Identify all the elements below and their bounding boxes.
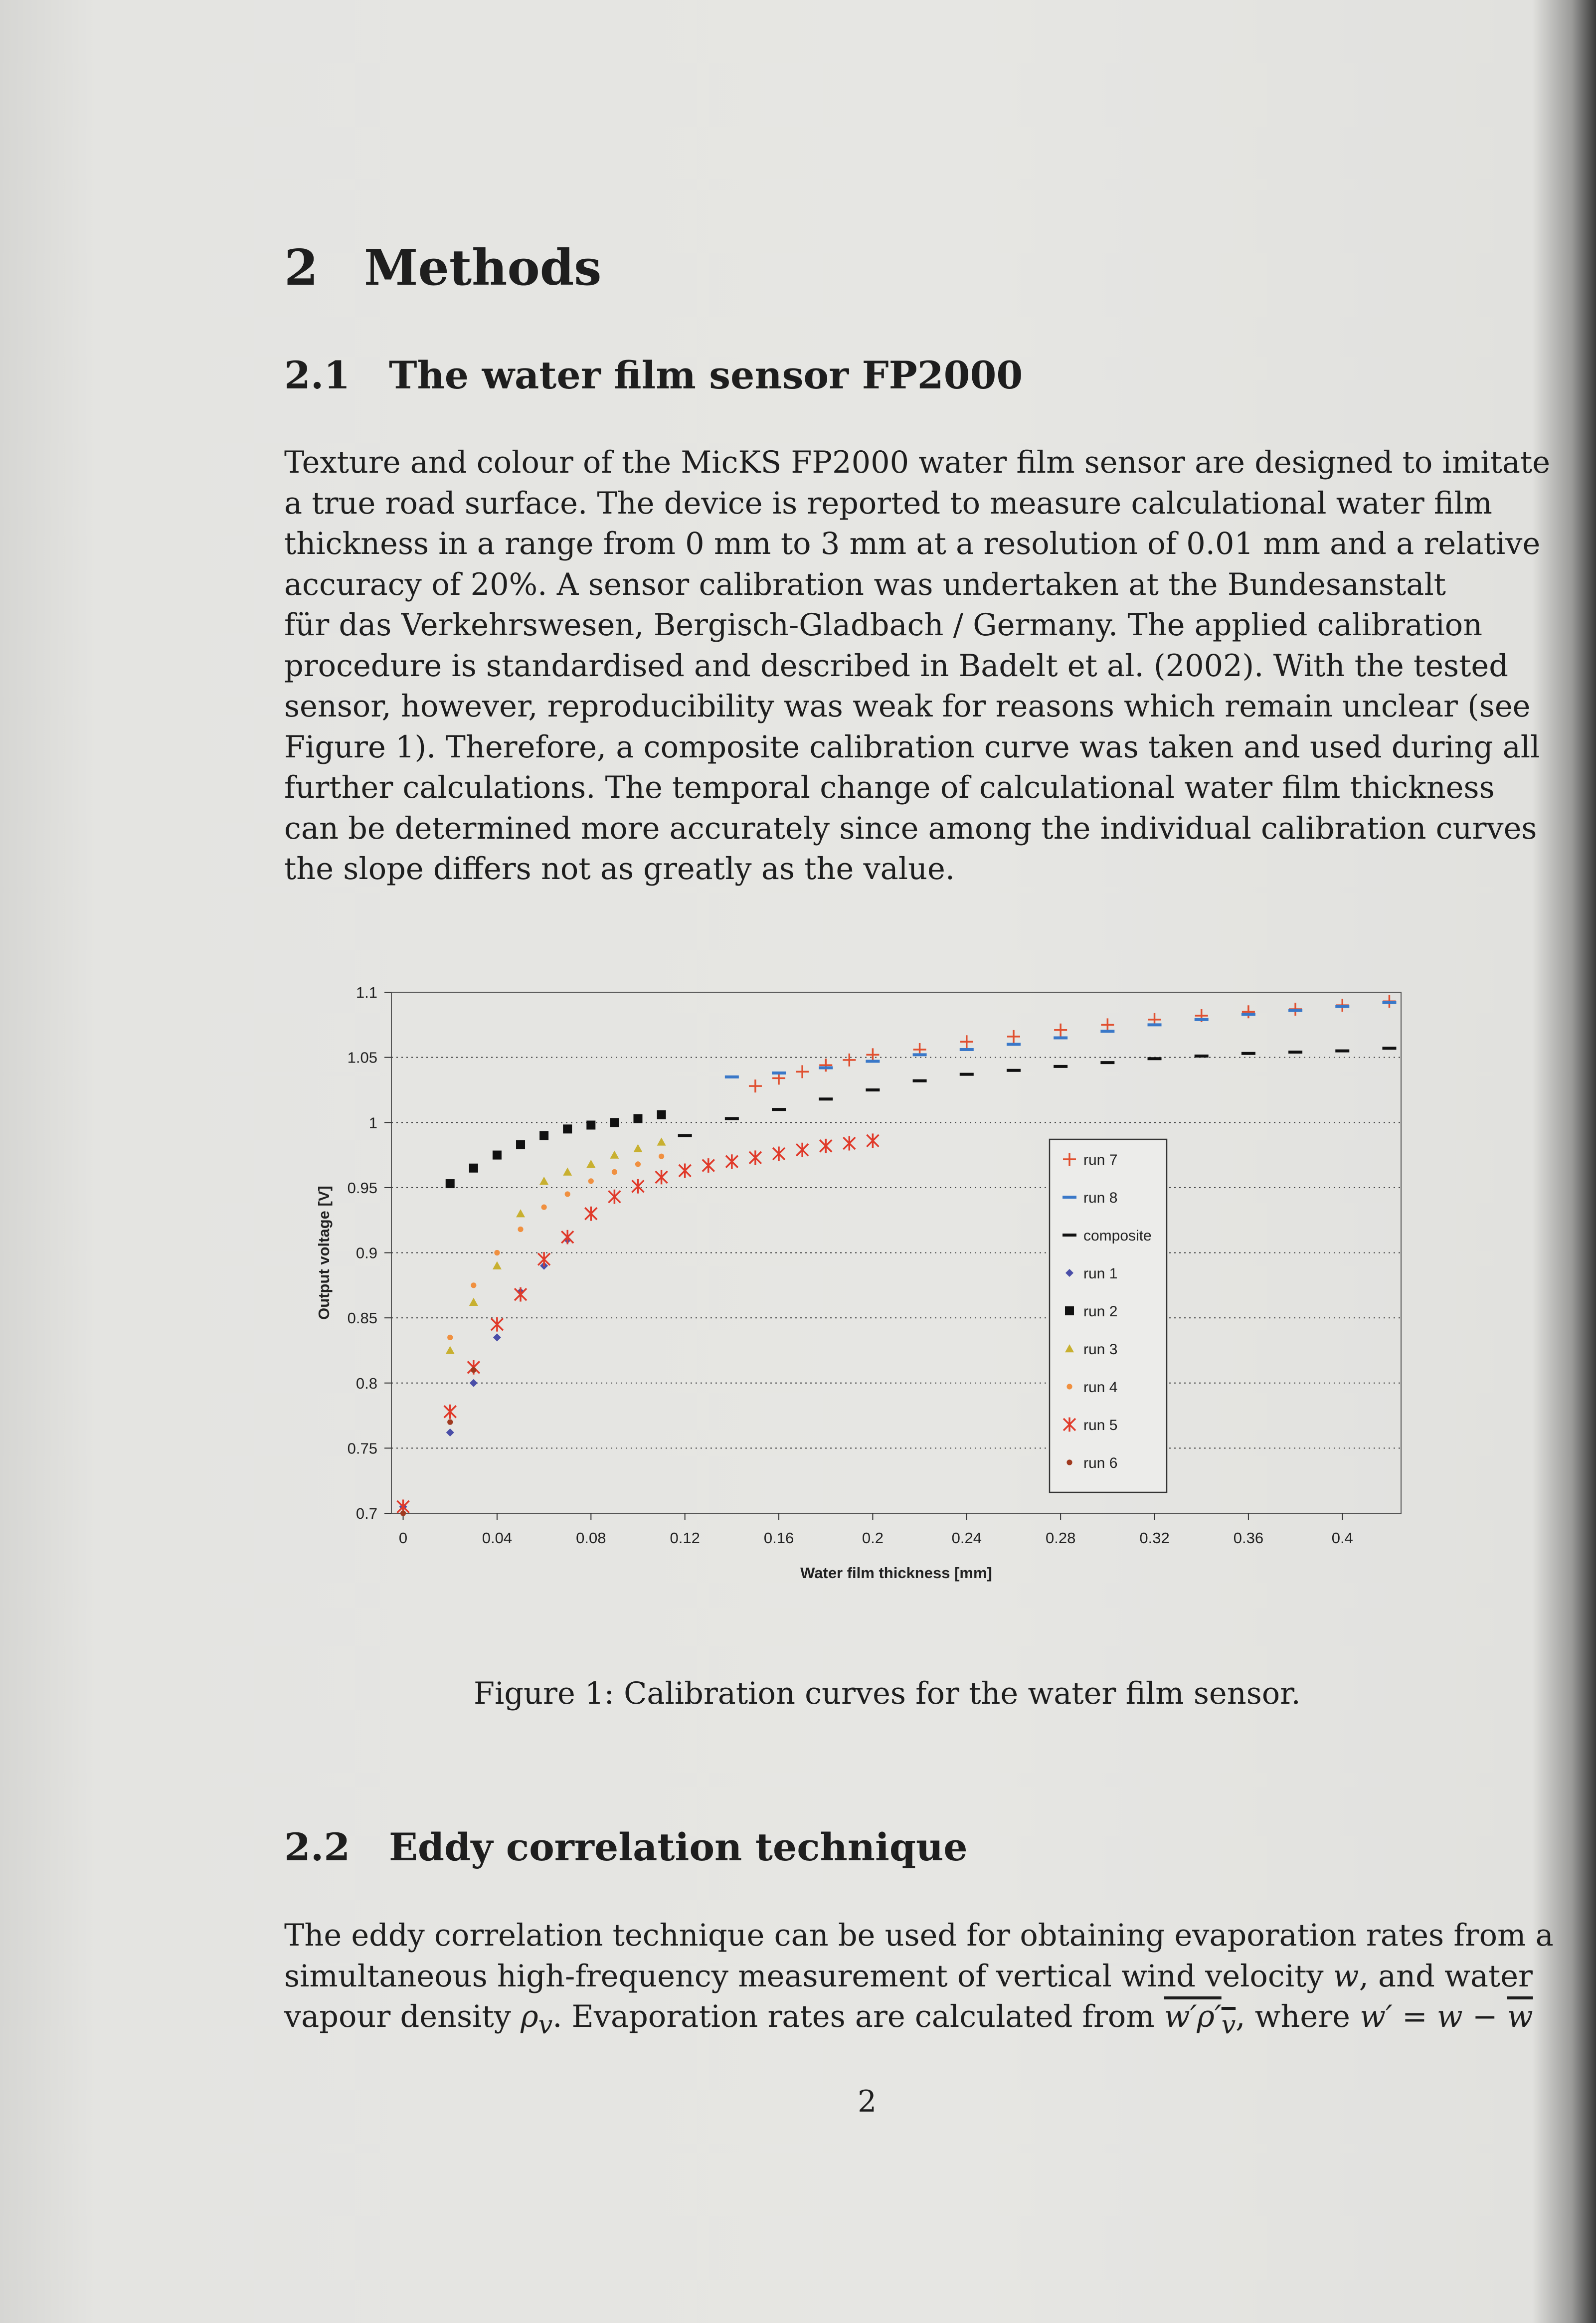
series-run-2 bbox=[446, 1110, 666, 1188]
data-point bbox=[633, 1114, 642, 1123]
series-run-1 bbox=[399, 1236, 572, 1511]
x-tick-label: 0.04 bbox=[482, 1529, 513, 1547]
data-point bbox=[446, 1179, 455, 1188]
data-point bbox=[447, 1335, 453, 1340]
calibration-figure bbox=[299, 967, 1446, 1606]
data-point bbox=[539, 1177, 548, 1185]
y-tick-label: 1.1 bbox=[355, 984, 377, 1001]
data-point bbox=[447, 1420, 453, 1425]
y-tick-label: 0.95 bbox=[347, 1179, 377, 1197]
data-point bbox=[585, 1207, 597, 1221]
y-tick-label: 0.9 bbox=[355, 1244, 377, 1262]
text-line: sensor, however, reproducibility was weak for reasons which remain unclear (see bbox=[284, 689, 1531, 724]
data-point bbox=[518, 1227, 523, 1232]
data-point bbox=[444, 1405, 456, 1419]
data-point bbox=[470, 1379, 478, 1387]
series-run-3 bbox=[446, 1137, 666, 1354]
math-w: w bbox=[1333, 1959, 1359, 1994]
data-point bbox=[539, 1131, 548, 1140]
data-point bbox=[541, 1204, 547, 1210]
data-point bbox=[469, 1164, 478, 1173]
text-line bbox=[284, 1957, 1533, 1997]
y-tick-label: 0.75 bbox=[347, 1439, 377, 1457]
legend-label: run 8 bbox=[1083, 1190, 1118, 1206]
data-point bbox=[1101, 1018, 1114, 1031]
x-axis-label: Water film thickness [mm] bbox=[800, 1564, 992, 1582]
data-point bbox=[493, 1333, 501, 1341]
legend-label: run 7 bbox=[1083, 1152, 1118, 1168]
math-sub-v: v bbox=[538, 2010, 553, 2040]
data-point bbox=[471, 1282, 476, 1288]
data-point bbox=[749, 1079, 762, 1092]
data-point bbox=[610, 1151, 619, 1159]
text-line: Texture and colour of the MicKS FP2000 water film sensor are designed to imitate bbox=[284, 445, 1551, 480]
data-point bbox=[796, 1065, 809, 1078]
x-tick-label: 0.36 bbox=[1233, 1529, 1264, 1547]
text-fragment: simultaneous high-frequency measurement of vertical wind velocity bbox=[284, 1959, 1333, 1994]
data-point bbox=[446, 1346, 455, 1354]
data-point bbox=[656, 1170, 668, 1185]
paragraph-sensor bbox=[284, 443, 1551, 890]
data-point bbox=[612, 1169, 617, 1175]
data-point bbox=[1054, 1024, 1067, 1037]
data-point bbox=[635, 1161, 641, 1167]
chart-legend bbox=[1050, 1139, 1167, 1492]
text-line: für das Verkehrswesen, Bergisch-Gladbach / Germany. The applied calibration bbox=[284, 608, 1483, 643]
text-line: further calculations. The temporal change of calculational water film thickness bbox=[284, 770, 1495, 805]
legend-label: run 3 bbox=[1083, 1341, 1118, 1358]
y-axis-label: Output voltage [V] bbox=[315, 1186, 333, 1320]
data-point bbox=[586, 1160, 595, 1168]
subsection-title-text: Eddy correlation technique bbox=[389, 1825, 968, 1869]
text-fragment: . Evaporation rates are calculated from bbox=[552, 1999, 1164, 2034]
x-tick-label: 0.24 bbox=[951, 1529, 982, 1547]
series-run-5 bbox=[397, 1133, 879, 1514]
math-eq: w′ = w − bbox=[1360, 1999, 1507, 2034]
text-fragment: , where bbox=[1236, 1999, 1360, 2034]
x-tick-label: 0.16 bbox=[763, 1529, 794, 1547]
subsection-number: 2.2 bbox=[284, 1825, 351, 1869]
data-point bbox=[515, 1287, 527, 1302]
math-flux bbox=[1164, 1999, 1236, 2040]
series-run-6 bbox=[400, 1367, 476, 1516]
data-point bbox=[843, 1136, 855, 1151]
subsection-number: 2.1 bbox=[284, 353, 351, 397]
data-point bbox=[773, 1147, 785, 1161]
data-point bbox=[1007, 1030, 1020, 1043]
x-tick-label: 0.4 bbox=[1331, 1529, 1353, 1547]
section-heading bbox=[284, 239, 601, 297]
series-run-4 bbox=[447, 1154, 664, 1340]
data-point bbox=[538, 1252, 550, 1266]
text-line bbox=[284, 1997, 1533, 2045]
y-tick-label: 0.85 bbox=[347, 1309, 377, 1327]
data-point bbox=[565, 1191, 570, 1197]
x-tick-label: 0 bbox=[398, 1529, 408, 1547]
subsection-title-text: The water film sensor FP2000 bbox=[389, 353, 1023, 397]
data-point bbox=[679, 1164, 691, 1178]
text-line: can be determined more accurately since among the individual calibration curves bbox=[284, 811, 1537, 846]
data-point bbox=[867, 1133, 879, 1148]
math-rho: ρ bbox=[521, 1999, 538, 2034]
data-point bbox=[400, 1510, 406, 1516]
data-point bbox=[608, 1190, 620, 1204]
text-line: accuracy of 20%. A sensor calibration was undertaken at the Bundesanstalt bbox=[284, 567, 1446, 602]
text-line: a true road surface. The device is reported to measure calculational water film bbox=[284, 486, 1492, 521]
data-point bbox=[491, 1317, 503, 1332]
math-flux-main: w′ρ′ bbox=[1164, 1999, 1222, 2034]
text-line: thickness in a range from 0 mm to 3 mm at a resolution of 0.01 mm and a relative bbox=[284, 527, 1541, 561]
data-point bbox=[516, 1140, 525, 1149]
x-tick-label: 0.32 bbox=[1139, 1529, 1170, 1547]
legend-label: run 6 bbox=[1083, 1455, 1118, 1471]
subsection-heading-2-1 bbox=[284, 353, 1023, 397]
data-point bbox=[843, 1054, 856, 1067]
text-line: the slope differs not as greatly as the value. bbox=[284, 852, 955, 887]
y-tick-label: 0.7 bbox=[355, 1505, 377, 1522]
legend-label: run 1 bbox=[1083, 1265, 1118, 1282]
data-point bbox=[1242, 1005, 1255, 1018]
data-point bbox=[659, 1154, 664, 1159]
data-point bbox=[610, 1118, 619, 1127]
data-point bbox=[703, 1158, 714, 1173]
y-tick-label: 1 bbox=[368, 1114, 377, 1132]
text-line: Figure 1). Therefore, a composite calibration curve was taken and used during all bbox=[284, 729, 1540, 765]
data-point bbox=[588, 1178, 594, 1184]
data-point bbox=[493, 1151, 502, 1160]
text-line: procedure is standardised and described in Badelt et al. (2002). With the tested bbox=[284, 648, 1508, 684]
data-point bbox=[561, 1230, 573, 1245]
data-point bbox=[586, 1120, 595, 1129]
y-tick-label: 1.05 bbox=[347, 1049, 377, 1067]
x-tick-label: 0.12 bbox=[670, 1529, 700, 1547]
data-point bbox=[749, 1150, 761, 1165]
data-point bbox=[446, 1429, 454, 1436]
section-title-text: Methods bbox=[364, 239, 602, 297]
text-fragment: , and water bbox=[1359, 1959, 1533, 1994]
data-point bbox=[820, 1139, 832, 1153]
data-point bbox=[493, 1261, 502, 1269]
data-point bbox=[866, 1048, 879, 1061]
calibration-chart bbox=[299, 967, 1446, 1606]
x-tick-label: 0.28 bbox=[1045, 1529, 1076, 1547]
data-point bbox=[657, 1137, 666, 1145]
data-point bbox=[1066, 1384, 1072, 1389]
subsection-heading-2-2 bbox=[284, 1825, 968, 1869]
data-point bbox=[632, 1179, 644, 1194]
y-tick-label: 0.8 bbox=[355, 1374, 377, 1392]
x-tick-label: 0.08 bbox=[576, 1529, 606, 1547]
page-number: 2 bbox=[858, 2084, 877, 2119]
data-point bbox=[819, 1059, 832, 1072]
text-fragment: vapour density bbox=[284, 1999, 521, 2034]
legend-label: run 2 bbox=[1083, 1303, 1118, 1320]
data-point bbox=[960, 1035, 973, 1048]
legend-label: run 5 bbox=[1083, 1417, 1118, 1433]
data-point bbox=[633, 1144, 642, 1152]
text-line: The eddy correlation technique can be used for obtaining evaporation rates from a bbox=[284, 1918, 1554, 1953]
data-point bbox=[563, 1124, 572, 1133]
math-flux-sub: v bbox=[1221, 2010, 1236, 2040]
data-point bbox=[657, 1110, 666, 1119]
math-wbar: $\overline{w}$ bbox=[1507, 1999, 1533, 2034]
figure-caption: Figure 1: Calibration curves for the water film sensor. bbox=[474, 1676, 1301, 1711]
legend-label: run 4 bbox=[1083, 1379, 1118, 1396]
data-point bbox=[563, 1168, 572, 1176]
data-point bbox=[726, 1154, 738, 1169]
data-point bbox=[796, 1143, 808, 1157]
data-point bbox=[494, 1250, 500, 1255]
paragraph-eddy bbox=[284, 1916, 1554, 2045]
data-point bbox=[469, 1298, 478, 1306]
data-point bbox=[471, 1367, 476, 1373]
legend-label: composite bbox=[1083, 1228, 1152, 1244]
data-point bbox=[516, 1209, 525, 1217]
x-tick-label: 0.2 bbox=[862, 1529, 884, 1547]
section-number: 2 bbox=[284, 239, 319, 297]
data-point bbox=[1066, 1459, 1072, 1465]
data-point bbox=[1065, 1306, 1074, 1315]
